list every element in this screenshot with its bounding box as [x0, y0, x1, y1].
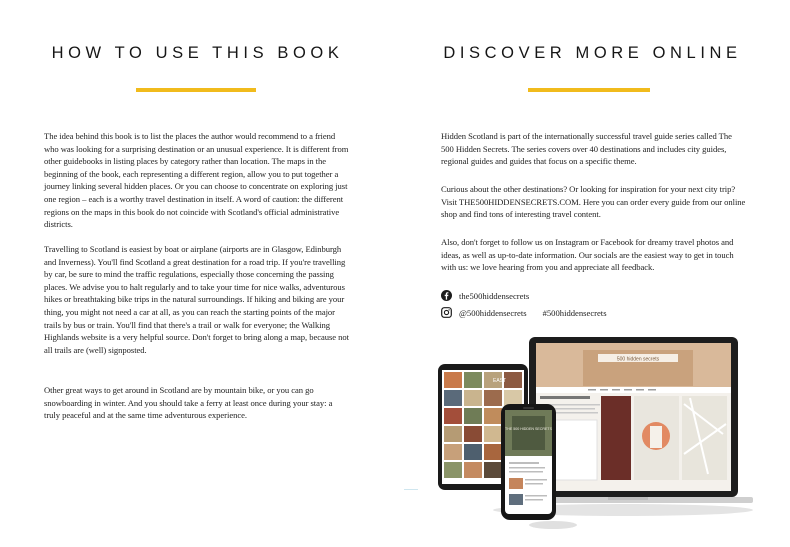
right-accent-rule	[528, 88, 650, 92]
facebook-handle[interactable]: the500hiddensecrets	[459, 290, 530, 301]
left-paragraph-3: Other great ways to get around in Scotland are by mountain bike, or you can go snowboarding in winter. And you should take a ferry at least once during your stay: a truly peaceful and at the same time adventurous experience.	[44, 385, 333, 421]
left-accent-rule	[136, 88, 256, 92]
right-paragraph-1: Hidden Scotland is part of the internationally successful travel guide series called The 500 Hidden Secrets. The series covers over 40 destinations and includes city guides, regional guides and guides that focus on a specific theme.	[441, 131, 732, 167]
right-paragraph-2: Curious about the other destinations? Or looking for inspiration for your next city trip? Visit THE500HIDDENSECRETS.COM. Here you can order every guide from our online shop and find tons of interesting travel content.	[441, 184, 746, 220]
right-heading: DISCOVER MORE ONLINE	[443, 44, 742, 62]
phone-book-title: THE 500 HIDDEN SECRETS	[505, 427, 552, 431]
right-paragraph-3: Also, don't forget to follow us on Instagram or Facebook for dreamy travel photos and ideas, as well as up-to-date information. Our socials are the easiest way to get in touch with us: we love hearing from you and appreciate all feedback.	[441, 237, 734, 273]
tablet-book-label: EAST	[493, 378, 507, 384]
left-heading: HOW TO USE THIS BOOK	[51, 44, 344, 62]
facebook-icon	[441, 290, 452, 301]
devices-illustration	[438, 334, 753, 539]
laptop-hero-title: 500 hidden secrets	[616, 356, 660, 363]
hashtag[interactable]: #500hiddensecrets	[542, 307, 607, 318]
left-paragraph-1: The idea behind this book is to list the places the author would recommend to a friend who was looking for a surprising destination or an unusual experience. It is different from other guidebooks in listing places by category rather than location. The maps in the beginning of the book, each representing a different region, allow you to put together a journey linking several hidden places. Or you can choose to concentrate on exploring just one region – each is a worthy travel destination in itself. A word of caution: the different regions on the maps in this book do not coincide with Scotland's official administrative districts.	[44, 131, 349, 230]
right-page	[395, 0, 790, 547]
left-paragraph-2: Travelling to Scotland is easiest by boat or airplane (airports are in Glasgow, Edinburgh and Inverness). You'll find Scotland a great destination for a road trip. If you're travelling by car, be sure to mind the traffic regulations, especially those concerning the passing places. We advise you to halt regularly and to take your time for nice walks, adventurous hikes or breathtaking bike trips in the natural surroundings. If hiking and biking are your thing, you might not need a car at all, as you can reach the starting points of the major trails by bus or train. You'll find that there's a trail or walk for everyone; the Walking Highlands website is a very helpful source. Don't forget to bring along a map, because not all trails are (well) signposted.	[44, 244, 349, 355]
instagram-icon	[441, 307, 452, 318]
instagram-handle[interactable]: @500hiddensecrets	[459, 307, 527, 318]
instagram-social-row[interactable]	[441, 307, 607, 318]
facebook-social-row[interactable]	[441, 290, 529, 301]
decorative-mark	[404, 489, 418, 490]
